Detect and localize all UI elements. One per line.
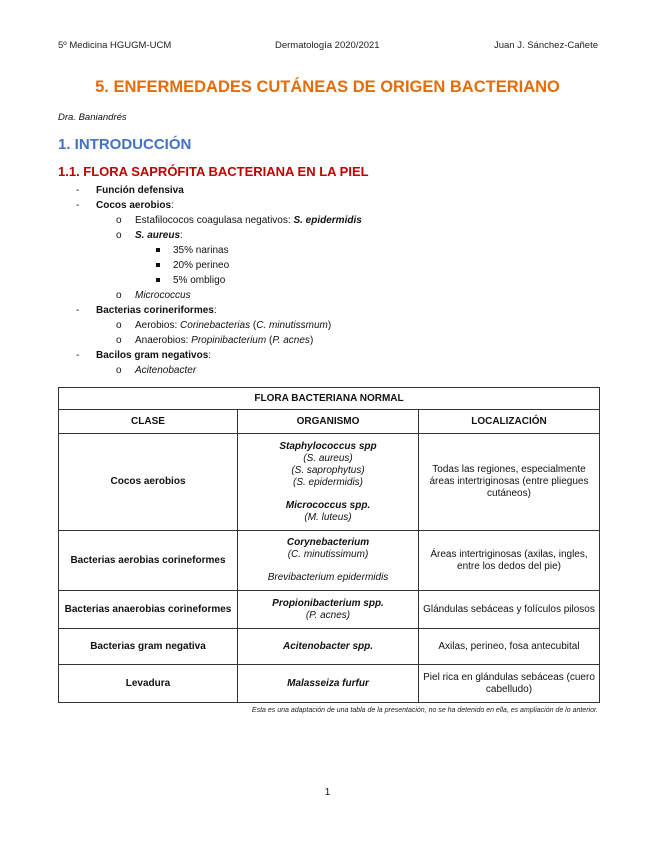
circle-marker: o xyxy=(116,215,122,226)
table-footnote: Esta es una adaptación de una tabla de la presentación, no se ha detenido en ella, es ampliación de lo anterior. xyxy=(251,707,598,714)
square-bullet-icon xyxy=(156,278,160,282)
list-item: 5% ombligo xyxy=(173,275,226,286)
table-title: FLORA BACTERIANA NORMAL xyxy=(59,388,600,410)
column-header: CLASE xyxy=(59,410,238,434)
dash-marker: - xyxy=(76,185,80,196)
author: Dra. Baniandrés xyxy=(58,112,127,123)
table-row xyxy=(59,531,600,591)
list-item: S. aureus: xyxy=(135,230,183,241)
flora-table xyxy=(58,387,600,703)
circle-marker: o xyxy=(116,230,122,241)
table-row xyxy=(59,629,600,665)
table-title-row xyxy=(59,388,600,410)
table-row xyxy=(59,591,600,629)
list-item: 20% perineo xyxy=(173,260,230,271)
dash-marker: - xyxy=(76,350,80,361)
page-title: 5. ENFERMEDADES CUTÁNEAS DE ORIGEN BACTERIANO xyxy=(95,78,560,96)
clase-cell: Bacterias aerobias corineformes xyxy=(59,531,238,591)
list-item: Micrococcus xyxy=(135,290,191,301)
organismo-cell: Malasseiza furfur xyxy=(238,665,419,703)
organismo-cell: Staphylococcus spp (S. aureus) (S. saprophytus) (S. epidermidis) Micrococcus spp. (M. luteus) xyxy=(238,434,419,531)
organismo-cell: Corynebacterium (C. minutissimum) Brevibacterium epidermidis xyxy=(238,531,419,591)
organismo-cell: Propionibacterium spp. (P. acnes) xyxy=(238,591,419,629)
list-item: Anaerobios: Propinibacterium (P. acnes) xyxy=(135,335,314,346)
circle-marker: o xyxy=(116,335,122,346)
dash-marker: - xyxy=(76,305,80,316)
circle-marker: o xyxy=(116,320,122,331)
square-bullet-icon xyxy=(156,263,160,267)
list-item: Estafilococos coagulasa negativos: S. epidermidis xyxy=(135,215,362,226)
section-heading: 1. INTRODUCCIÓN xyxy=(58,136,192,153)
page-number: 1 xyxy=(324,787,331,798)
localizacion-cell: Glándulas sebáceas y folículos pilosos xyxy=(419,591,600,629)
table-header-row xyxy=(59,410,600,434)
list-item: Aerobios: Corinebacterias (C. minutissmum) xyxy=(135,320,332,331)
clase-cell: Bacterias gram negativa xyxy=(59,629,238,665)
localizacion-cell: Áreas intertriginosas (axilas, ingles, entre los dedos del pie) xyxy=(419,531,600,591)
clase-cell: Cocos aerobios xyxy=(59,434,238,531)
dash-marker: - xyxy=(76,200,80,211)
list-item: Función defensiva xyxy=(96,185,184,196)
localizacion-cell: Axilas, perineo, fosa antecubital xyxy=(419,629,600,665)
organismo-cell: Acitenobacter spp. xyxy=(238,629,419,665)
column-header: LOCALIZACIÓN xyxy=(419,410,600,434)
clase-cell: Bacterias anaerobias corineformes xyxy=(59,591,238,629)
column-header: ORGANISMO xyxy=(238,410,419,434)
circle-marker: o xyxy=(116,290,122,301)
circle-marker: o xyxy=(116,365,122,376)
list-item: Bacilos gram negativos: xyxy=(96,350,212,361)
square-bullet-icon xyxy=(156,248,160,252)
localizacion-cell: Piel rica en glándulas sebáceas (cuero cabelludo) xyxy=(419,665,600,703)
header-center: Dermatología 2020/2021 xyxy=(275,40,380,51)
localizacion-cell: Todas las regiones, especialmente áreas intertriginosas (entre pliegues cutáneos) xyxy=(419,434,600,531)
header-left: 5º Medicina HGUGM-UCM xyxy=(58,40,172,51)
subsection-heading: 1.1. FLORA SAPRÓFITA BACTERIANA EN LA PIEL xyxy=(58,164,369,179)
table-row xyxy=(59,434,600,531)
table-row xyxy=(59,665,600,703)
list-item: Cocos aerobios: xyxy=(96,200,174,211)
list-item: Bacterias corineriformes: xyxy=(96,305,217,316)
header-right: Juan J. Sánchez-Cañete xyxy=(493,40,598,51)
list-item: Acitenobacter xyxy=(135,365,197,376)
clase-cell: Levadura xyxy=(59,665,238,703)
list-item: 35% narinas xyxy=(173,245,229,256)
